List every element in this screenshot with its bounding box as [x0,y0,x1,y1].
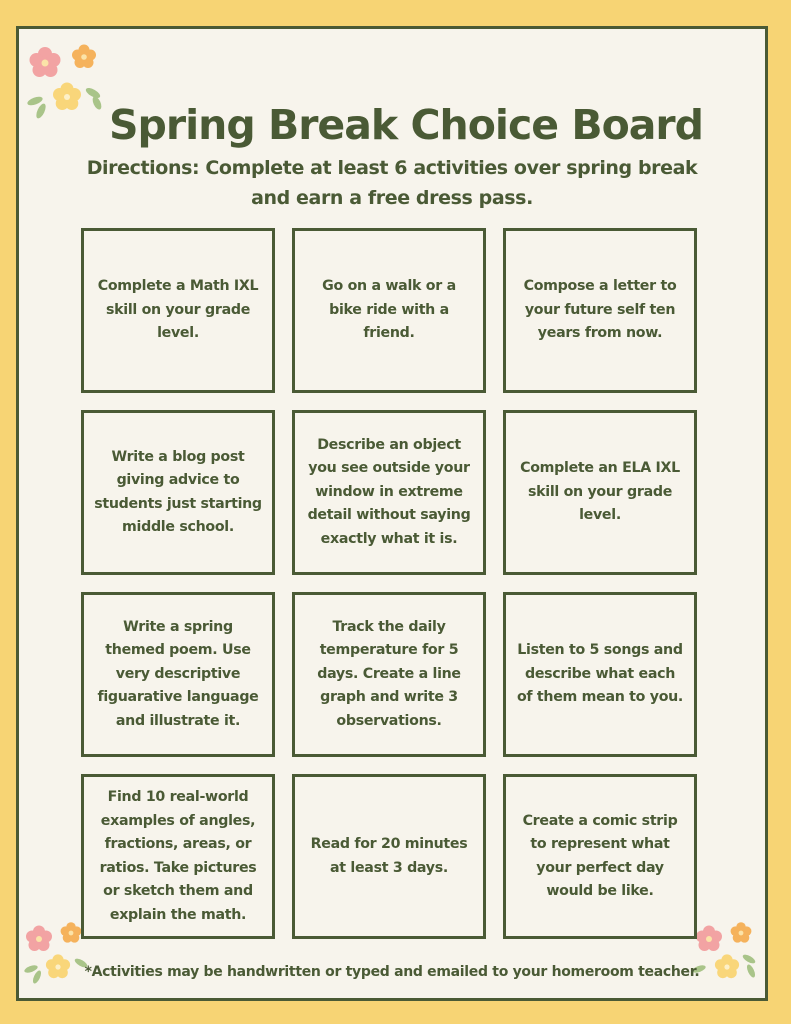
leaf-icon [34,102,47,119]
flower-icon [696,926,722,952]
activity-cell [503,774,697,939]
page-title: Spring Break Choice Board [109,101,703,149]
activity-cell [292,592,486,757]
activity-cell [503,228,697,393]
activity-text: Complete an ELA IXL skill on your grade level. [520,460,680,524]
activity-text: Go on a walk or a bike ride with a friend. [322,278,456,342]
activity-text: Write a blog post giving advice to students just starting middle school. [94,448,262,535]
activity-text: Create a comic strip to represent what your perfect day would be like. [522,812,678,899]
activity-cell [292,228,486,393]
activity-cell [503,410,697,575]
flower-icon [30,47,61,77]
activity-text: Listen to 5 songs and describe what each of them mean to you. [516,642,684,706]
flower-icon [72,45,96,69]
activity-text: Track the daily temperature for 5 days. Create a line graph and write 3 observations. [317,618,461,729]
activity-cell [292,410,486,575]
activity-text: Compose a letter to your future self ten years from now. [523,278,677,342]
flower-icon [61,922,82,942]
directions-text: Directions: Complete at least 6 activities over spring break and earn a free dress pass. [86,157,698,209]
activity-text: Read for 20 minutes at least 3 days. [310,836,468,876]
choice-board-page [16,26,768,1001]
activity-text: Complete a Math IXL skill on your grade level. [97,278,259,342]
flower-icon [731,922,752,942]
activity-text: Write a spring themed poem. Use very descriptive figuarative language and illustrate it. [97,618,259,729]
activity-cell [503,592,697,757]
activity-cell [81,592,275,757]
activity-text: Describe an object you see outside your window in extreme detail without saying exactly what it is. [307,436,471,547]
activity-cell [81,410,275,575]
activity-text: Find 10 real-world examples of angles, fractions, areas, or ratios. Take pictures or sketch them and explain the math. [99,789,257,923]
flower-icon [26,926,52,952]
activity-cell [81,774,275,939]
activity-cell [81,228,275,393]
footnote: *Activities may be handwritten or typed and emailed to your homeroom teacher. [84,964,700,980]
activity-cell [292,774,486,939]
